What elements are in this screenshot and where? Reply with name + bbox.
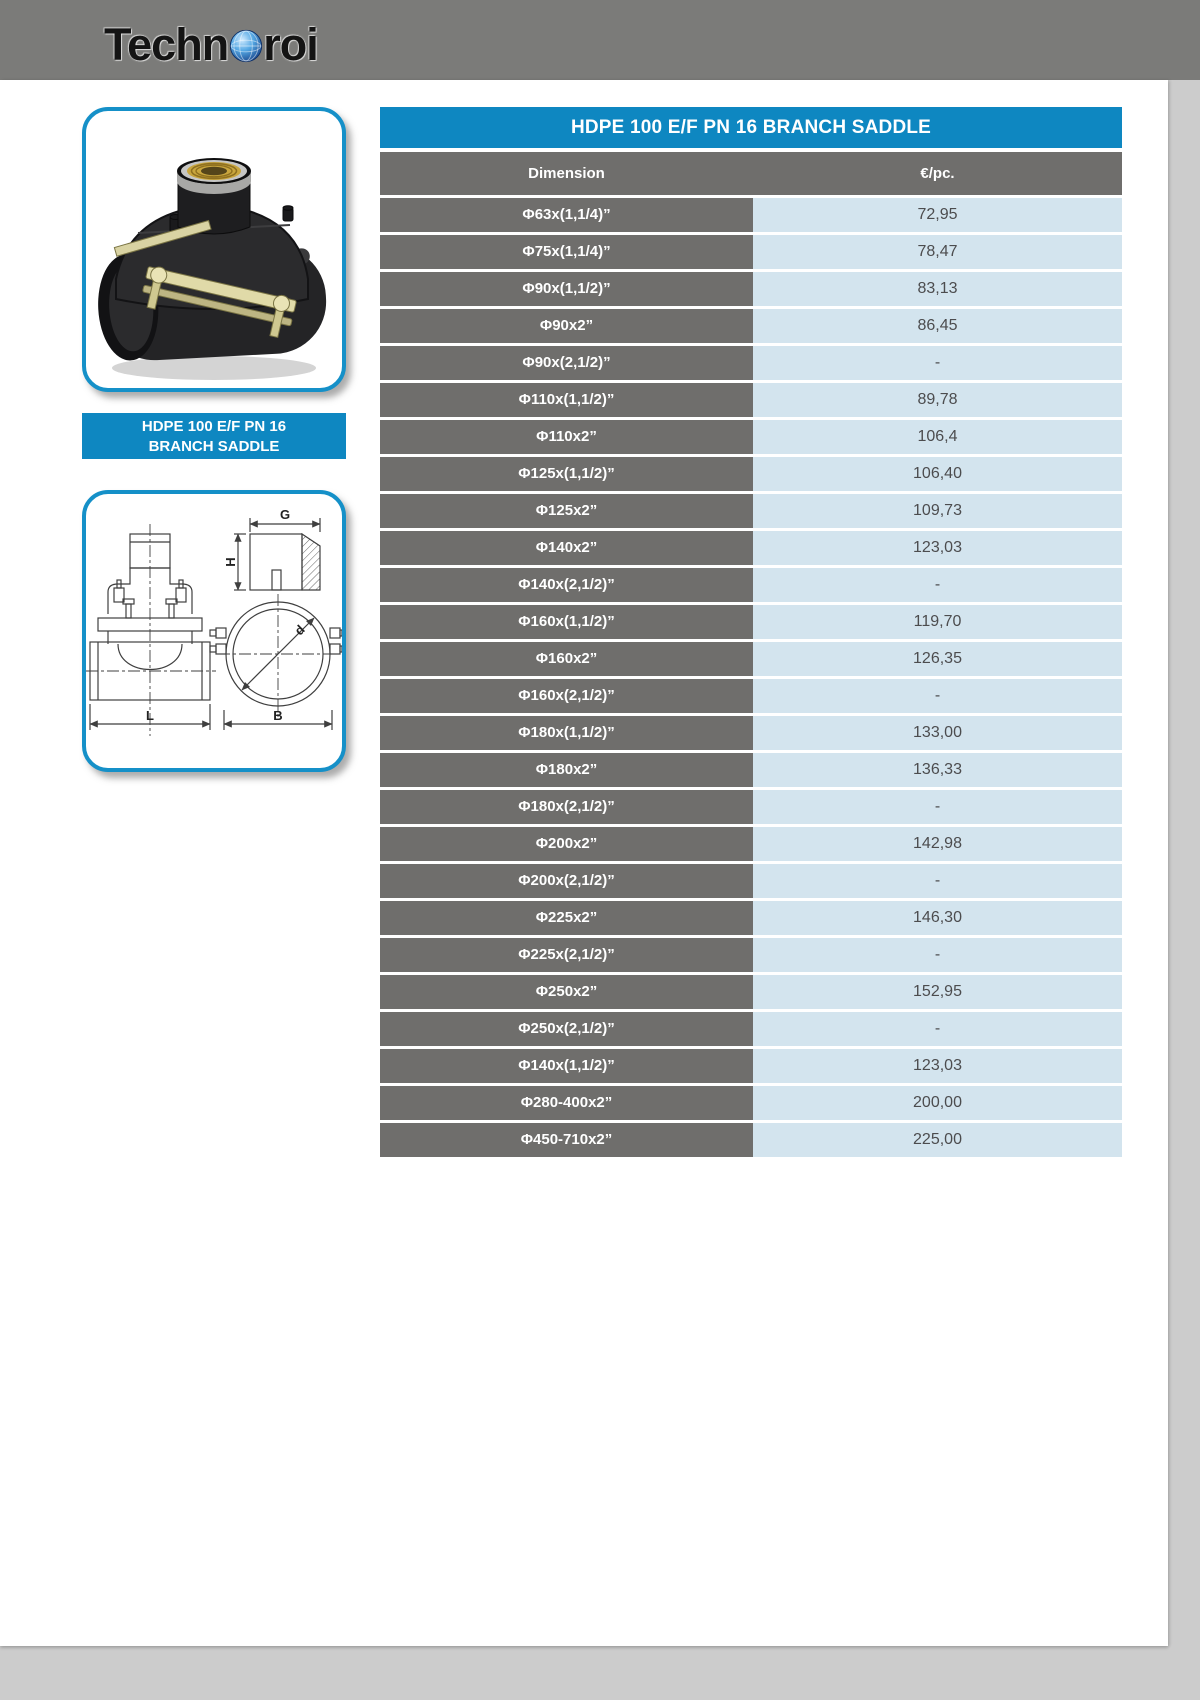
- price-cell: -: [753, 679, 1122, 713]
- price-cell: 123,03: [753, 1049, 1122, 1083]
- table-row: [380, 1049, 1122, 1083]
- price-cell: 106,40: [753, 457, 1122, 491]
- dim-label-b: B: [273, 708, 283, 723]
- price-cell: -: [753, 864, 1122, 898]
- dimension-cell: Φ75x(1,1/4)”: [380, 235, 753, 269]
- price-cell: 152,95: [753, 975, 1122, 1009]
- table-row: [380, 457, 1122, 491]
- dimension-cell: Φ200x2”: [380, 827, 753, 861]
- price-cell: 89,78: [753, 383, 1122, 417]
- price-cell: -: [753, 790, 1122, 824]
- dimension-cell: Φ140x(2,1/2)”: [380, 568, 753, 602]
- column-header-dimension: Dimension: [528, 165, 605, 182]
- dim-label-l: L: [146, 708, 154, 723]
- dimension-cell: Φ250x(2,1/2)”: [380, 1012, 753, 1046]
- price-cell: 146,30: [753, 901, 1122, 935]
- table-header-row: [380, 152, 1122, 195]
- table-row: [380, 1086, 1122, 1120]
- table-row: [380, 716, 1122, 750]
- table-row: [380, 605, 1122, 639]
- dimension-cell: Φ180x2”: [380, 753, 753, 787]
- table-row: [380, 753, 1122, 787]
- dimension-cell: Φ250x2”: [380, 975, 753, 1009]
- dimension-cell: Φ280-400x2”: [380, 1086, 753, 1120]
- dimension-cell: Φ63x(1,1/4)”: [380, 198, 753, 232]
- table-row: [380, 864, 1122, 898]
- table-row: [380, 568, 1122, 602]
- table-row: [380, 531, 1122, 565]
- dimension-cell: Φ110x(1,1/2)”: [380, 383, 753, 417]
- price-cell: -: [753, 568, 1122, 602]
- dimension-cell: Φ160x(1,1/2)”: [380, 605, 753, 639]
- table-row: [380, 235, 1122, 269]
- price-cell: -: [753, 938, 1122, 972]
- dimension-cell: Φ160x2”: [380, 642, 753, 676]
- brand-logo: [104, 16, 318, 74]
- price-cell: 109,73: [753, 494, 1122, 528]
- column-header-price: €/pc.: [920, 165, 955, 182]
- dimension-cell: Φ90x2”: [380, 309, 753, 343]
- dimension-cell: Φ180x(1,1/2)”: [380, 716, 753, 750]
- table-title: HDPE 100 E/F PN 16 BRANCH SADDLE: [380, 107, 1122, 148]
- table-row: [380, 420, 1122, 454]
- dimension-cell: Φ225x2”: [380, 901, 753, 935]
- price-cell: 78,47: [753, 235, 1122, 269]
- table-row: [380, 346, 1122, 380]
- logo-text-left: Techn: [104, 19, 229, 70]
- dimension-cell: Φ225x(2,1/2)”: [380, 938, 753, 972]
- price-cell: 83,13: [753, 272, 1122, 306]
- price-cell: 106,4: [753, 420, 1122, 454]
- globe-icon: [229, 22, 263, 74]
- dimension-cell: Φ140x(1,1/2)”: [380, 1049, 753, 1083]
- price-cell: 123,03: [753, 531, 1122, 565]
- dimension-cell: Φ450-710x2”: [380, 1123, 753, 1157]
- price-cell: 126,35: [753, 642, 1122, 676]
- dimension-cell: Φ180x(2,1/2)”: [380, 790, 753, 824]
- branch-saddle-photo: [86, 111, 342, 388]
- table-row: [380, 1012, 1122, 1046]
- table-row: [380, 679, 1122, 713]
- dimension-cell: Φ125x2”: [380, 494, 753, 528]
- table-row: [380, 827, 1122, 861]
- table-row: [380, 975, 1122, 1009]
- header-bar: [0, 0, 1200, 80]
- product-caption-line1: HDPE 100 E/F PN 16: [141, 418, 287, 435]
- price-cell: 86,45: [753, 309, 1122, 343]
- price-table: [380, 107, 1122, 1160]
- table-row: [380, 938, 1122, 972]
- price-cell: 200,00: [753, 1086, 1122, 1120]
- table-row: [380, 272, 1122, 306]
- table-row: [380, 901, 1122, 935]
- product-caption-line2: BRANCH SADDLE: [148, 438, 280, 455]
- table-row: [380, 1123, 1122, 1157]
- price-cell: 136,33: [753, 753, 1122, 787]
- product-caption: [82, 413, 346, 459]
- table-row: [380, 494, 1122, 528]
- product-photo-card: [82, 107, 346, 392]
- table-row: [380, 642, 1122, 676]
- technical-drawing-card: [82, 490, 346, 772]
- price-cell: 72,95: [753, 198, 1122, 232]
- table-row: [380, 790, 1122, 824]
- dimension-cell: Φ90x(1,1/2)”: [380, 272, 753, 306]
- price-cell: 225,00: [753, 1123, 1122, 1157]
- price-cell: -: [753, 346, 1122, 380]
- dimension-cell: Φ125x(1,1/2)”: [380, 457, 753, 491]
- dim-label-d: d: [291, 621, 308, 639]
- price-cell: 119,70: [753, 605, 1122, 639]
- table-row: [380, 198, 1122, 232]
- dim-label-h: H: [223, 557, 238, 567]
- price-cell: 133,00: [753, 716, 1122, 750]
- dimension-cell: Φ140x2”: [380, 531, 753, 565]
- dimension-cell: Φ200x(2,1/2)”: [380, 864, 753, 898]
- dim-label-g: G: [279, 507, 291, 522]
- price-cell: -: [753, 1012, 1122, 1046]
- table-row: [380, 383, 1122, 417]
- price-cell: 142,98: [753, 827, 1122, 861]
- dimension-cell: Φ110x2”: [380, 420, 753, 454]
- dimension-cell: Φ90x(2,1/2)”: [380, 346, 753, 380]
- logo-text-right: roi: [263, 19, 318, 70]
- table-row: [380, 309, 1122, 343]
- technical-drawing: [86, 494, 342, 766]
- table-rows: [380, 198, 1122, 1157]
- dimension-cell: Φ160x(2,1/2)”: [380, 679, 753, 713]
